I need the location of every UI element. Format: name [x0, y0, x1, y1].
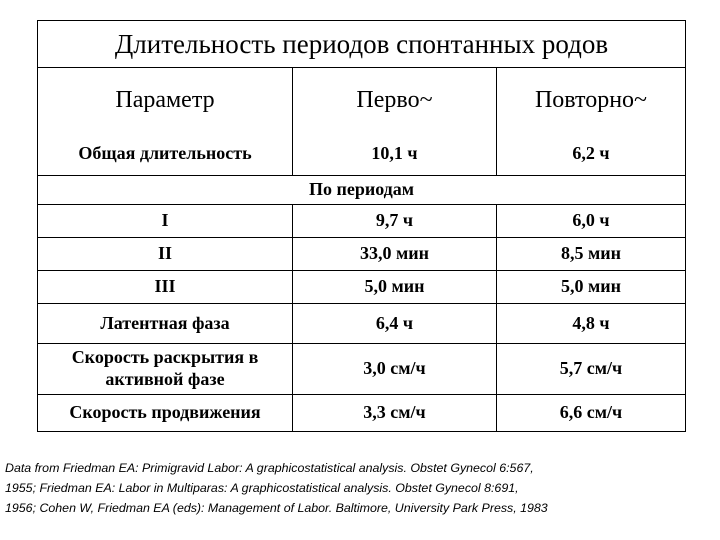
- row-label: Общая длительность: [38, 133, 293, 176]
- row-value-first: 5,0 мин: [293, 271, 497, 304]
- row-value-first: 33,0 мин: [293, 238, 497, 271]
- row-value-repeat: 8,5 мин: [497, 238, 686, 271]
- section-row: [38, 175, 686, 204]
- row-value-first: 6,4 ч: [293, 304, 497, 343]
- table-title: Длительность периодов спонтанных родов: [38, 21, 686, 68]
- row-label: Латентная фаза: [38, 304, 293, 343]
- row-label: II: [38, 238, 293, 271]
- table-row: [38, 394, 686, 431]
- section-label: По периодам: [38, 175, 686, 204]
- header-param: Параметр: [38, 68, 293, 133]
- table-row: [38, 133, 686, 176]
- table-row: [38, 238, 686, 271]
- row-label: Скорость продвижения: [38, 394, 293, 431]
- header-first: Перво~: [293, 68, 497, 133]
- row-label-line2: активной фазе: [105, 368, 225, 389]
- citation-line-2: 1955; Friedman EA: Labor in Multiparas: A graphicostatistical analysis. Obstet Gynecol 8:691,: [5, 481, 519, 495]
- labor-duration-table: [37, 20, 686, 432]
- header-repeat: Повторно~: [497, 68, 686, 133]
- table-title-row: [38, 21, 686, 68]
- table-row: [38, 204, 686, 237]
- row-value-repeat: 4,8 ч: [497, 304, 686, 343]
- row-value-repeat: 6,0 ч: [497, 204, 686, 237]
- table-row: [38, 343, 686, 394]
- row-value-repeat: 6,2 ч: [497, 133, 686, 176]
- citation: [5, 458, 717, 518]
- row-value-repeat: 5,0 мин: [497, 271, 686, 304]
- table-row: [38, 271, 686, 304]
- row-label-line1: Скорость раскрытия в: [71, 347, 259, 368]
- row-value-first: 3,3 см/ч: [293, 394, 497, 431]
- row-value-first: 9,7 ч: [293, 204, 497, 237]
- row-value-first: 10,1 ч: [293, 133, 497, 176]
- citation-line-3: 1956; Cohen W, Friedman EA (eds): Management of Labor. Baltimore, University Park Press, 1983: [5, 501, 548, 515]
- row-label: III: [38, 271, 293, 304]
- row-value-repeat: 5,7 см/ч: [497, 343, 686, 394]
- header-row: [38, 68, 686, 133]
- row-label: I: [38, 204, 293, 237]
- row-label: [38, 343, 293, 394]
- row-value-first: 3,0 см/ч: [293, 343, 497, 394]
- table-row: [38, 304, 686, 343]
- row-value-repeat: 6,6 см/ч: [497, 394, 686, 431]
- citation-line-1: Data from Friedman EA: Primigravid Labor: A graphicostatistical analysis. Obstet Gynecol 6:567,: [5, 461, 534, 475]
